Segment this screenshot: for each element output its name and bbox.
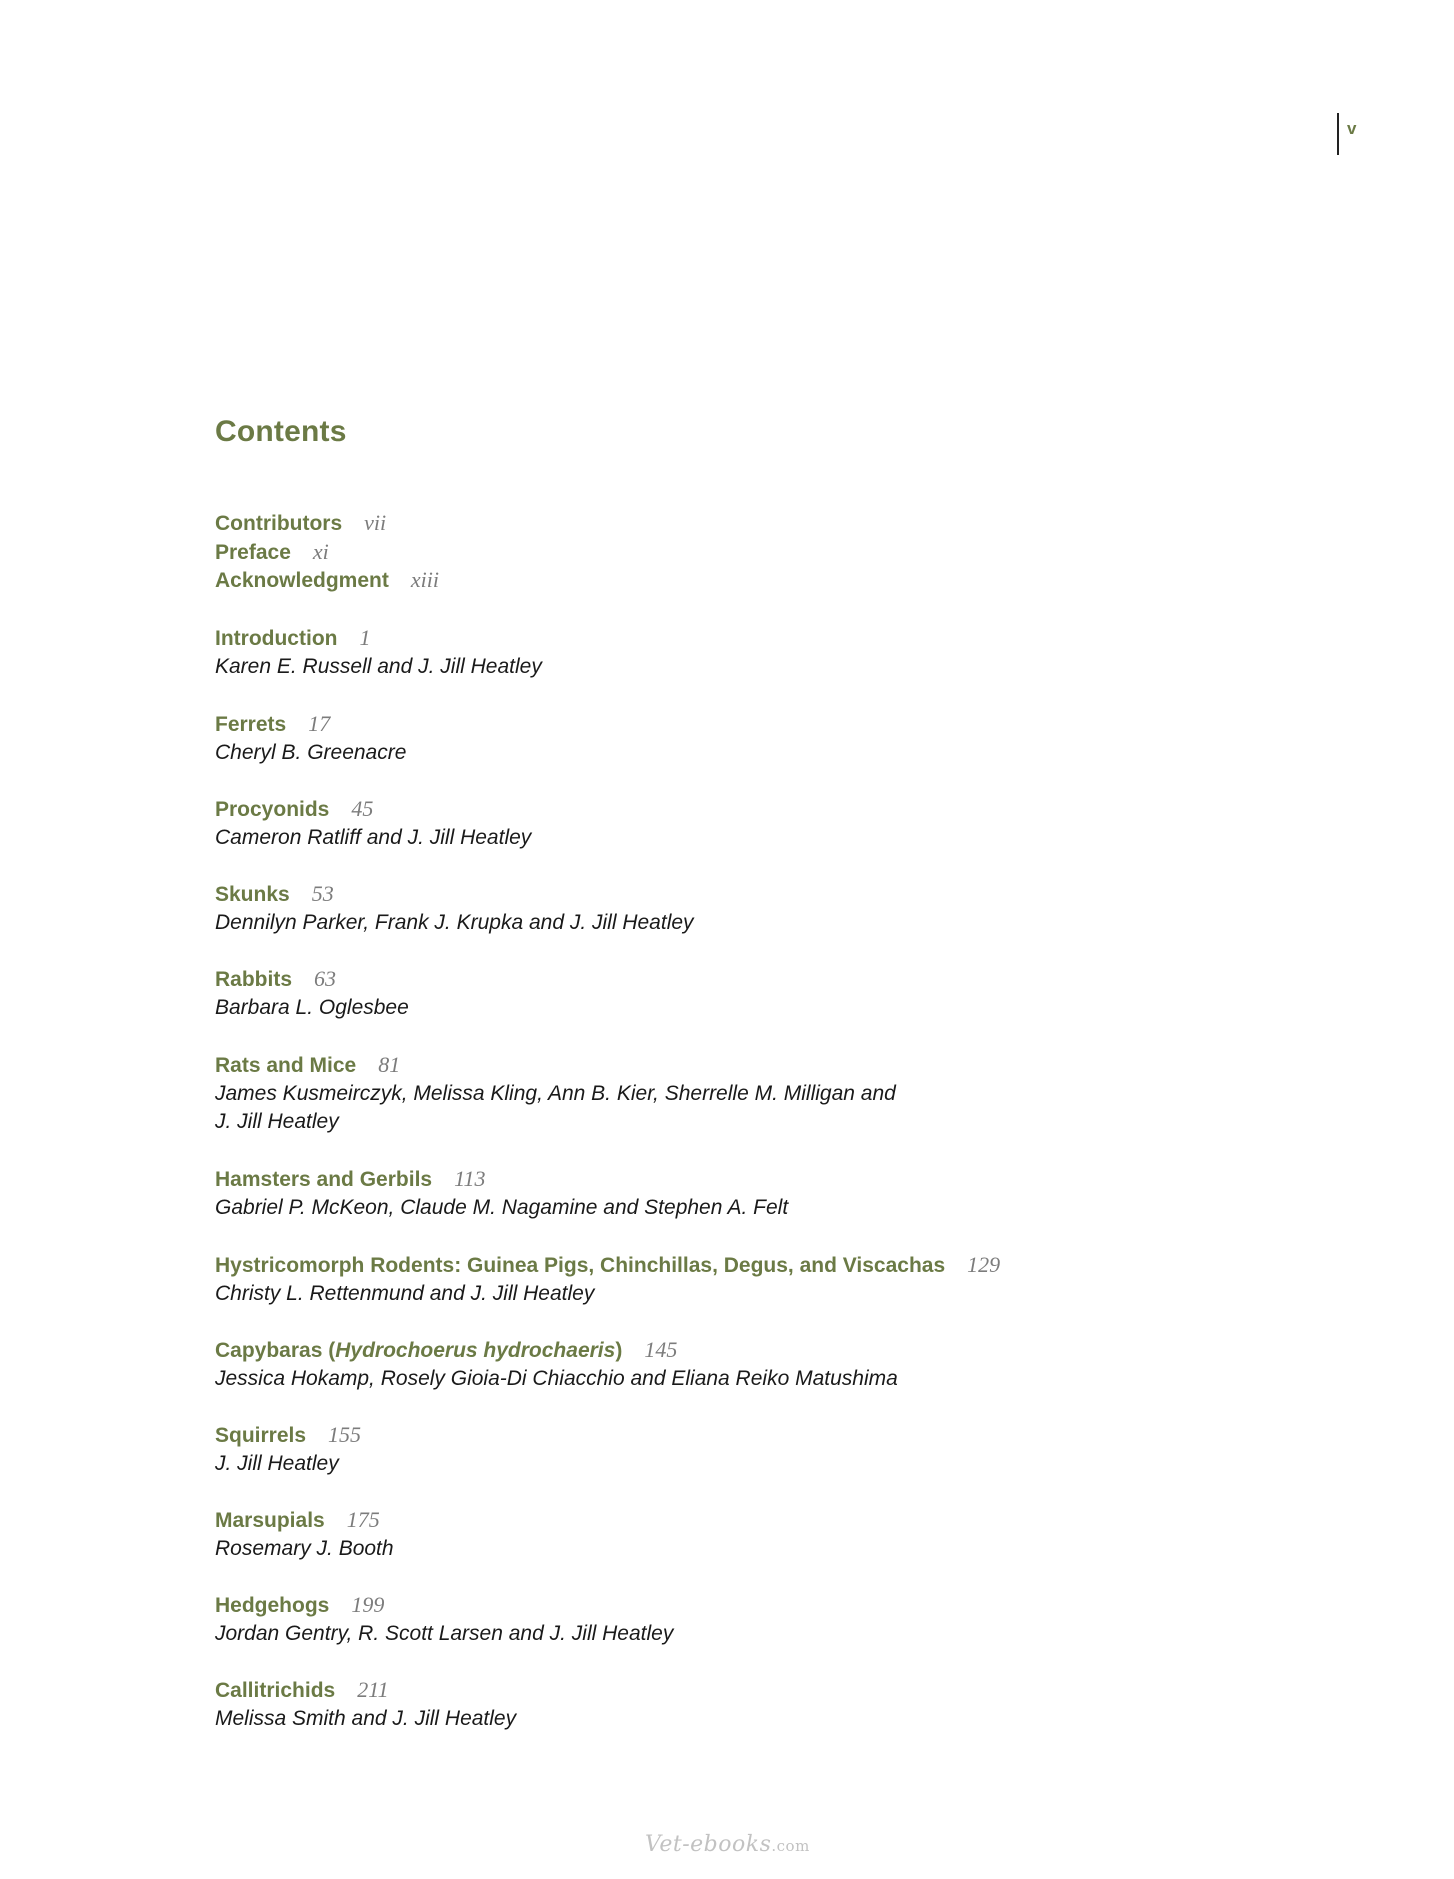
watermark-logo — [645, 1832, 810, 1857]
chapter-authors: Jessica Hokamp, Rosely Gioia-Di Chiacchio and Eliana Reiko Matushima — [215, 1366, 898, 1390]
chapter-title: Callitrichids — [215, 1679, 336, 1702]
toc-entry-page: xiii — [410, 567, 439, 592]
chapter-page: 113 — [454, 1166, 486, 1191]
chapter-page: 211 — [357, 1677, 389, 1702]
chapter-authors: Rosemary J. Booth — [215, 1536, 394, 1560]
chapter-title: Procyonids — [215, 798, 330, 821]
chapter-title: Hystricomorph Rodents: Guinea Pigs, Chinchillas, Degus, and Viscachas — [215, 1254, 946, 1277]
toc-entry-acknowledgment[interactable] — [215, 566, 439, 595]
chapter-body — [215, 1251, 1115, 1308]
chapter-title-row — [215, 710, 1115, 739]
chapter-title — [215, 1339, 622, 1362]
chapter-page: 53 — [311, 881, 334, 906]
chapter-body — [215, 624, 1115, 681]
chapter-title-row — [215, 1051, 1115, 1080]
chapter-page: 1 — [359, 625, 371, 650]
chapter-page: 63 — [314, 966, 337, 991]
chapter-title: Hamsters and Gerbils — [215, 1168, 433, 1191]
toc-entry-page: vii — [364, 510, 387, 535]
chapter-body — [215, 1336, 1115, 1393]
chapter-title: Marsupials — [215, 1509, 325, 1532]
chapter-body — [215, 880, 1115, 937]
chapter-title-prefix: Capybaras ( — [215, 1339, 336, 1362]
chapter-authors: Cheryl B. Greenacre — [215, 740, 407, 764]
chapter-title: Rats and Mice — [215, 1054, 357, 1077]
chapter-authors: Gabriel P. McKeon, Claude M. Nagamine and Stephen A. Felt — [215, 1195, 789, 1219]
chapter-title-row — [215, 795, 1115, 824]
page-title: Contents — [215, 415, 347, 448]
chapter-body — [215, 965, 1115, 1022]
chapter-page: 129 — [967, 1252, 1001, 1277]
chapter-title-row — [215, 1506, 1115, 1535]
chapter-page: 199 — [351, 1592, 385, 1617]
chapter-page: 155 — [328, 1422, 362, 1447]
chapter-title-row — [215, 880, 1115, 909]
chapter-title-row — [215, 1336, 1115, 1365]
chapter-body — [215, 1165, 1115, 1222]
chapter-title: Skunks — [215, 883, 290, 906]
chapter-authors: Dennilyn Parker, Frank J. Krupka and J. Jill Heatley — [215, 910, 694, 934]
chapter-body — [215, 710, 1115, 767]
watermark-suffix: .com — [771, 1837, 810, 1855]
chapter-authors: J. Jill Heatley — [215, 1110, 339, 1133]
toc-entry-preface[interactable] — [215, 538, 439, 567]
chapter-title: Rabbits — [215, 968, 293, 991]
chapter-title-row — [215, 624, 1115, 653]
toc-entry-page: xi — [312, 538, 329, 564]
chapter-title: Squirrels — [215, 1424, 307, 1447]
chapter-title-row — [215, 1591, 1115, 1620]
chapter-body — [215, 795, 1115, 852]
chapter-title-row — [215, 1676, 1115, 1705]
chapter-authors: J. Jill Heatley — [215, 1451, 339, 1475]
front-matter-list — [215, 509, 439, 595]
toc-entry-label: Preface — [215, 540, 291, 564]
toc-entry-contributors[interactable] — [215, 509, 439, 538]
chapter-title: Introduction — [215, 627, 338, 650]
chapter-title-row — [215, 1251, 1115, 1280]
chapter-page: 145 — [644, 1337, 678, 1362]
chapter-body — [215, 1051, 1115, 1137]
chapter-body — [215, 1591, 1115, 1648]
chapter-title-row — [215, 1421, 1115, 1450]
watermark-text: Vet-ebooks — [645, 1832, 772, 1857]
toc-entry-label: Acknowledgment — [215, 569, 389, 592]
chapter-authors: Jordan Gentry, R. Scott Larsen and J. Jill Heatley — [215, 1621, 674, 1645]
chapter-authors: Melissa Smith and J. Jill Heatley — [215, 1706, 517, 1730]
chapter-title: Ferrets — [215, 713, 287, 736]
chapter-title-row — [215, 1165, 1115, 1194]
chapter-body — [215, 1421, 1115, 1478]
page-number-roman: v — [1347, 119, 1357, 138]
chapter-authors: James Kusmeirczyk, Melissa Kling, Ann B. Kier, Sherrelle M. Milligan and — [215, 1081, 896, 1105]
chapter-title: Hedgehogs — [215, 1594, 330, 1617]
chapter-authors: Cameron Ratliff and J. Jill Heatley — [215, 825, 532, 849]
chapter-page: 175 — [346, 1507, 380, 1532]
chapter-body — [215, 1676, 1115, 1733]
chapter-page: 81 — [378, 1052, 401, 1077]
chapter-page: 45 — [351, 796, 374, 821]
chapter-title-row — [215, 965, 1115, 994]
chapter-authors: Barbara L. Oglesbee — [215, 995, 409, 1019]
chapter-page: 17 — [308, 711, 331, 736]
chapter-body — [215, 1506, 1115, 1563]
chapter-title-species: Hydrochoerus hydrochaeris — [335, 1339, 616, 1362]
chapter-authors: Karen E. Russell and J. Jill Heatley — [215, 654, 542, 678]
page-marker — [1337, 113, 1356, 155]
chapter-title-suffix: ) — [615, 1339, 623, 1362]
toc-entry-label: Contributors — [215, 512, 343, 535]
chapter-authors: Christy L. Rettenmund and J. Jill Heatley — [215, 1281, 595, 1305]
